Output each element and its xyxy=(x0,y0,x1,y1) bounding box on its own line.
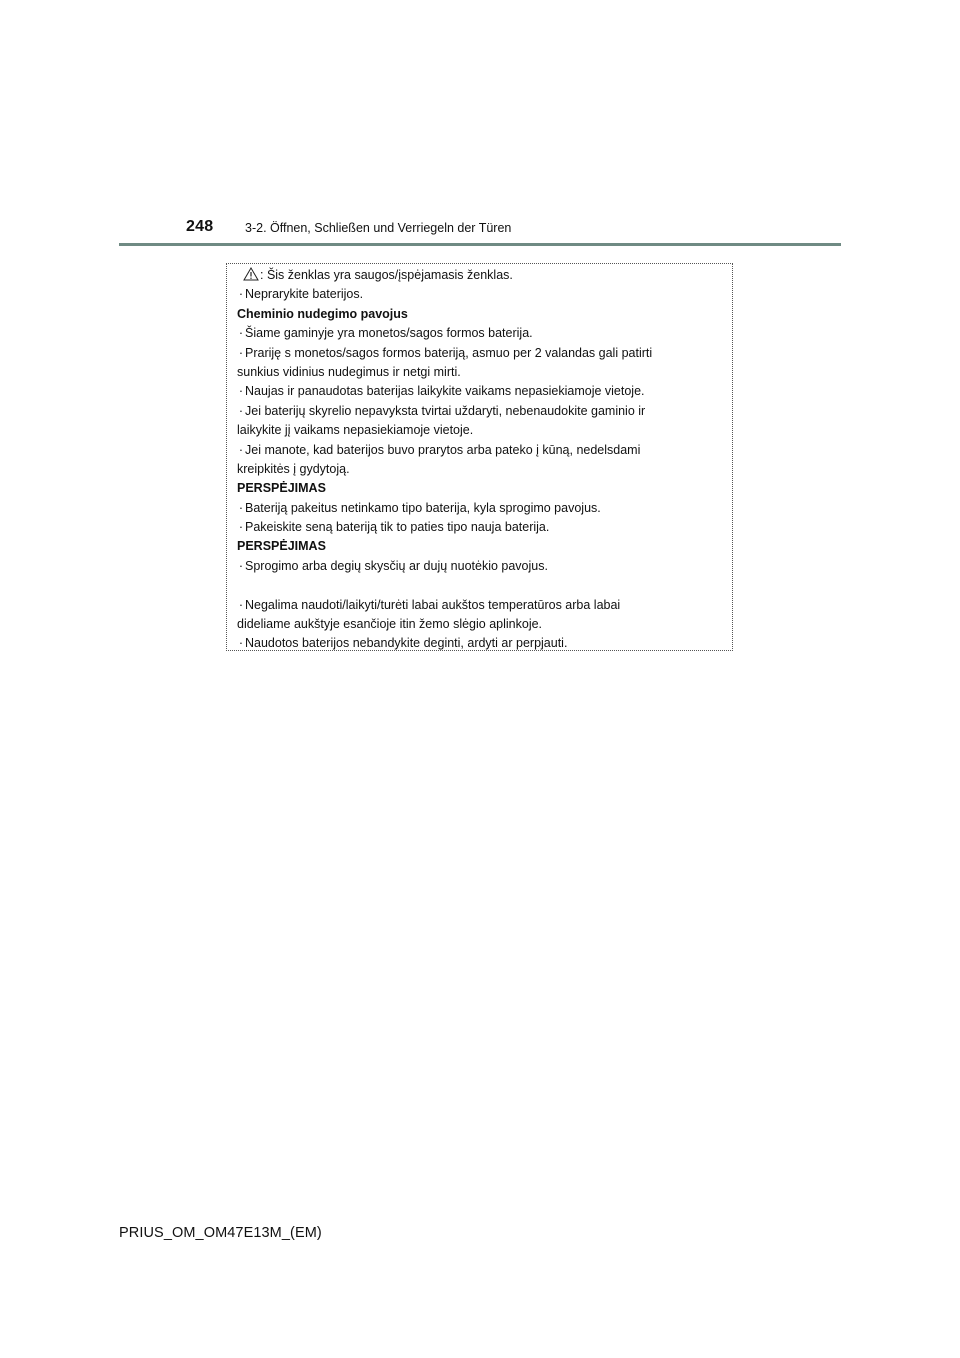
warning-line-12 xyxy=(237,499,732,518)
bullet-dot: · xyxy=(238,636,244,651)
warning-line-13-text: Pakeiskite seną bateriją tik to paties tipo nauja baterija. xyxy=(245,520,550,535)
header-rule xyxy=(119,243,841,246)
warning-line-15 xyxy=(237,557,732,576)
warning-line-4 xyxy=(237,344,732,363)
warning-line-3 xyxy=(237,324,732,343)
warning-line-1 xyxy=(237,285,732,304)
bullet-dot: · xyxy=(238,403,244,418)
warning-line-17-text: Negalima naudoti/laikyti/turėti labai aukštos temperatūros arba labai xyxy=(245,597,621,612)
bullet-dot: · xyxy=(238,500,244,515)
warning-line-6 xyxy=(237,382,732,401)
warning-line-7-text: Jei baterijų skyrelio nepavyksta tvirtai uždaryti, nebenaudokite gaminio ir xyxy=(245,403,646,418)
warning-line-3-text: Šiame gaminyje yra monetos/sagos formos baterija. xyxy=(245,326,533,341)
bullet-dot: · xyxy=(238,384,244,399)
bullet-dot: · xyxy=(238,326,244,341)
warning-line-9 xyxy=(237,441,732,460)
warning-line-18: dideliame aukštyje esančioje itin žemo slėgio aplinkoje. xyxy=(237,617,543,632)
bullet-dot: · xyxy=(238,558,244,573)
bullet-dot: · xyxy=(238,520,244,535)
warning-line-7 xyxy=(237,402,732,421)
bullet-dot: · xyxy=(238,442,244,457)
warning-line-0 xyxy=(237,266,732,285)
bullet-dot: · xyxy=(238,345,244,360)
warning-line-2: Cheminio nudegimo pavojus xyxy=(237,306,408,321)
section-title: 3-2. Öffnen, Schließen und Verriegeln der Türen xyxy=(245,221,512,235)
warning-line-19 xyxy=(237,634,732,653)
warning-line-13 xyxy=(237,518,732,537)
warning-line-0-text: : Šis ženklas yra saugos/įspėjamasis ženklas. xyxy=(260,268,513,282)
warning-line-6-text: Naujas ir panaudotas baterijas laikykite vaikams nepasiekiamoje vietoje. xyxy=(245,384,645,399)
warning-line-8: laikykite jį vaikams nepasiekiamoje vietoje. xyxy=(237,423,474,438)
warning-box xyxy=(226,263,733,651)
bullet-dot: · xyxy=(238,597,244,612)
warning-line-5: sunkius vidinius nudegimus ir netgi mirti. xyxy=(237,364,461,379)
warning-line-4-text: Prariję s monetos/sagos formos bateriją, asmuo per 2 valandas gali patirti xyxy=(245,345,653,360)
warning-line-11: PERSPĖJIMAS xyxy=(237,481,326,496)
page-number: 248 xyxy=(186,218,214,235)
warning-line-15-text: Sprogimo arba degių skysčių ar dujų nuotėkio pavojus. xyxy=(245,558,548,573)
warning-line-17 xyxy=(237,596,732,615)
warning-line-16 xyxy=(237,576,732,595)
warning-line-1-text: Neprarykite baterijos. xyxy=(245,287,364,302)
bullet-dot: · xyxy=(238,287,244,302)
footer-model-code: PRIUS_OM_OM47E13M_(EM) xyxy=(119,1225,322,1241)
warning-triangle-icon xyxy=(243,267,259,281)
warning-line-12-text: Bateriją pakeitus netinkamo tipo baterija, kyla sprogimo pavojus. xyxy=(245,500,601,515)
warning-line-14: PERSPĖJIMAS xyxy=(237,539,326,554)
warning-line-9-text: Jei manote, kad baterijos buvo prarytos arba pateko į kūną, nedelsdami xyxy=(245,442,641,457)
warning-line-19-text: Naudotos baterijos nebandykite deginti, ardyti ar perpjauti. xyxy=(245,636,568,651)
warning-line-10: kreipkitės į gydytoją. xyxy=(237,461,350,476)
